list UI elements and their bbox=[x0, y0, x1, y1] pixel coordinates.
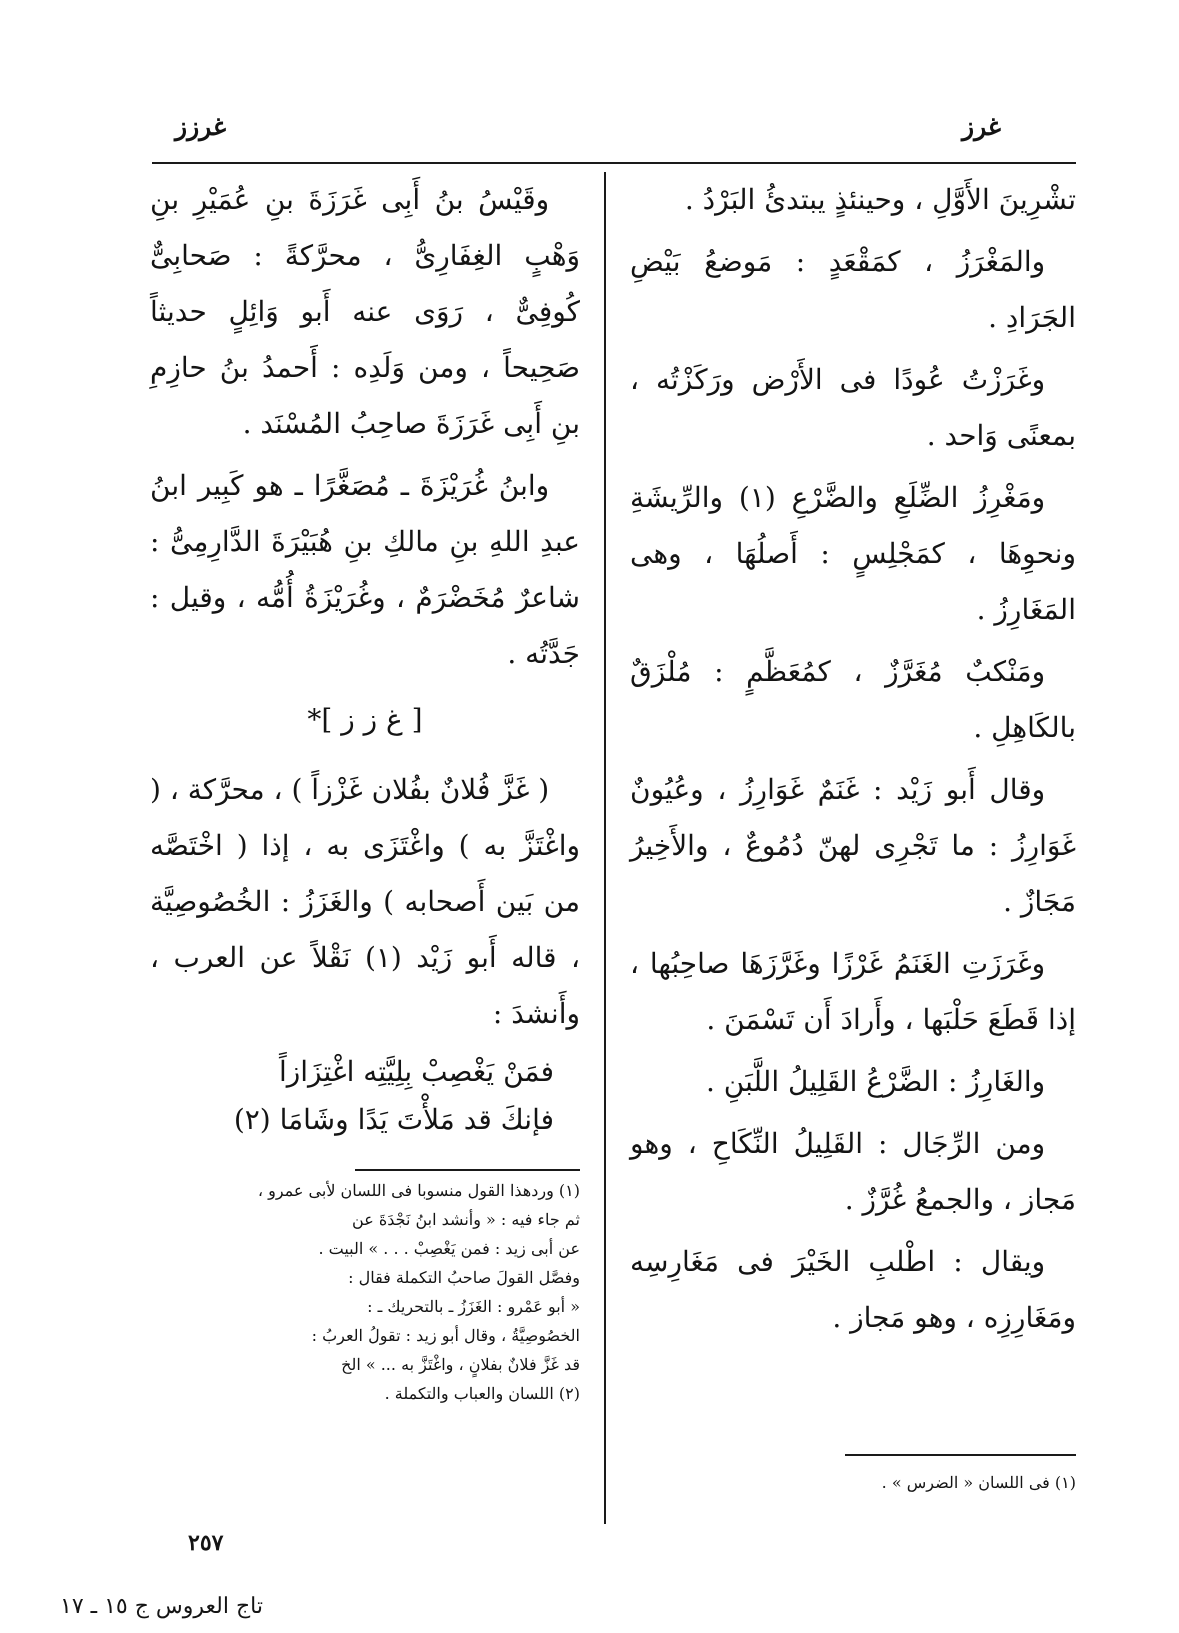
root-heading: [ غ ز ز ]* bbox=[307, 703, 423, 736]
header-rule bbox=[152, 162, 1076, 164]
running-header-right: غرز bbox=[962, 112, 1001, 141]
entry-paragraph: والغَارِزُ : الضَّرْعُ القَلِيلُ اللَّبَنِ . bbox=[705, 1065, 1046, 1098]
left-column bbox=[150, 172, 580, 1154]
entry-paragraph: ويقال : اطْلبِ الخَيْرَ فى مَغَارِسِه ومَغَارِزِه ، وهو مَجاز . bbox=[630, 1245, 1076, 1334]
entry-paragraph: والمَغْرَزُ ، كمَقْعَدٍ : مَوضعُ بَيْضِ الجَرَادِ . bbox=[630, 245, 1076, 334]
entry-paragraph: تشْرِينَ الأَوَّلِ ، وحينئذٍ يبتدئُ البَرْدُ . bbox=[684, 183, 1076, 216]
footnotes-right bbox=[760, 1468, 1076, 1497]
footnote-line: « أبو عَمْرو : الغَزَزُ ـ بالتحريك ـ : bbox=[367, 1297, 580, 1316]
running-header-left: غرزز bbox=[175, 112, 227, 141]
footnote-rule-left bbox=[355, 1169, 580, 1171]
footnote-rule-right bbox=[845, 1454, 1076, 1456]
entry-paragraph: ( غَزَّ فُلانٌ بفُلان غَزْزاً ) ، محرَّكة ، ( واغْتَزَّ به ) واغْتَزَى به ، إذا ( اخْتَصَّه من بَين أَصحابه ) والغَزَزُ : الخُصُوصِيَّة ، قاله أَبو زَيْد (١) نَقْلاً عن العرب ، وأَنشدَ : bbox=[150, 773, 580, 1030]
footnote-line: عن أبى زيد : فمن يَغْصِبْ . . . » البيت . bbox=[318, 1239, 580, 1258]
footnote-line: الخصُوصِيَّةُ ، وقال أبو زيد : تقولُ العربُ : bbox=[311, 1326, 580, 1345]
verse-hemistich-2: فإنكَ قد مَلأْتَ يَدًا وشَامَا (٢) bbox=[233, 1103, 554, 1136]
footnotes-left bbox=[148, 1176, 580, 1408]
footnote-line: ثم جاء فيه : « وأنشد ابنُ نَجْدَةَ عن bbox=[352, 1210, 580, 1229]
page-number: ٢٥٧ bbox=[188, 1530, 224, 1556]
right-column bbox=[630, 172, 1076, 1352]
column-divider bbox=[604, 172, 606, 1524]
entry-paragraph: وقَيْسُ بنُ أَبِى غَرَزَةَ بنِ عُمَيْرِ بنِ وَهْبٍ الغِفَارِىُّ ، محرَّكةً : صَحابِىٌّ كُوفِىٌّ ، رَوَى عنه أَبو وَائِلٍ حديثاً صَحِيحاً ، ومن وَلَدِه : أَحمدُ بنُ حازِمِ بنِ أَبِى غَرَزَةَ صاحِبُ المُسْنَد . bbox=[150, 183, 580, 440]
printer-signature: تاج العروس ج ١٥ ـ ١٧ bbox=[60, 1594, 263, 1619]
verse-hemistich-1: فمَنْ يَغْصِبْ بِلِيَّتِه اغْتِزَازاً bbox=[278, 1055, 554, 1088]
entry-paragraph: وغَرَزْتُ عُودًا فى الأَرْض ورَكَزْتُه ، بمعنًى وَاحد . bbox=[630, 363, 1076, 452]
footnote-line: (١) فى اللسان « الضرس » . bbox=[881, 1473, 1076, 1492]
entry-paragraph: ومَنْكبٌ مُغَرَّزٌ ، كمُعَظَّمٍ : مُلْزَقٌ بالكَاهِلِ . bbox=[630, 655, 1076, 744]
entry-paragraph: ومن الرِّجَال : القَلِيلُ النِّكَاحِ ، وهو مَجاز ، والجمعُ غُرَّزٌ . bbox=[630, 1127, 1076, 1216]
footnote-line: وفصَّل القولَ صاحبُ التكملة فقال : bbox=[348, 1268, 580, 1287]
footnote-line: (١) وردهذا القول منسوبا فى اللسان لأبى عمرو ، bbox=[257, 1181, 580, 1200]
entry-paragraph: وغَرَزَتِ الغَنَمُ غَرْزًا وغَرَّزَهَا صاحِبُها ، إذا قَطَعَ حَلْبَها ، وأَرادَ أَن تَسْمَنَ . bbox=[630, 947, 1076, 1036]
footnote-line: (٢) اللسان والعباب والتكملة . bbox=[384, 1384, 580, 1403]
entry-paragraph: ومَغْرِزُ الضِّلَعِ والضَّرْعِ (١) والرِّيشَةِ ونحوِهَا ، كمَجْلِسٍ : أَصلُهَا ، وهى المَغَارِزُ . bbox=[630, 481, 1076, 626]
poetry-verse bbox=[150, 1048, 580, 1144]
entry-paragraph: وابنُ غُرَيْزَةَ ـ مُصَغَّرًا ـ هو كَبِير ابنُ عبدِ اللهِ بنِ مالكِ بنِ هُبَيْرَةَ الدَّارِمِىُّ : شاعرٌ مُخَضْرَمٌ ، وغُرَيْزَةُ أُمُّه ، وقيل : جَدَّتُه . bbox=[150, 469, 580, 670]
footnote-line: قد غَزَّ فلانٌ بفلانٍ ، واغْتَزَّ به ... » الخ bbox=[341, 1355, 580, 1374]
entry-paragraph: وقال أَبو زَيْد : غَنَمٌ غَوَارِزُ ، وعُيُونٌ غَوَارِزُ : ما تَجْرِى لهنّ دُمُوعٌ ، والأَخِيرُ مَجَازٌ . bbox=[630, 773, 1076, 918]
